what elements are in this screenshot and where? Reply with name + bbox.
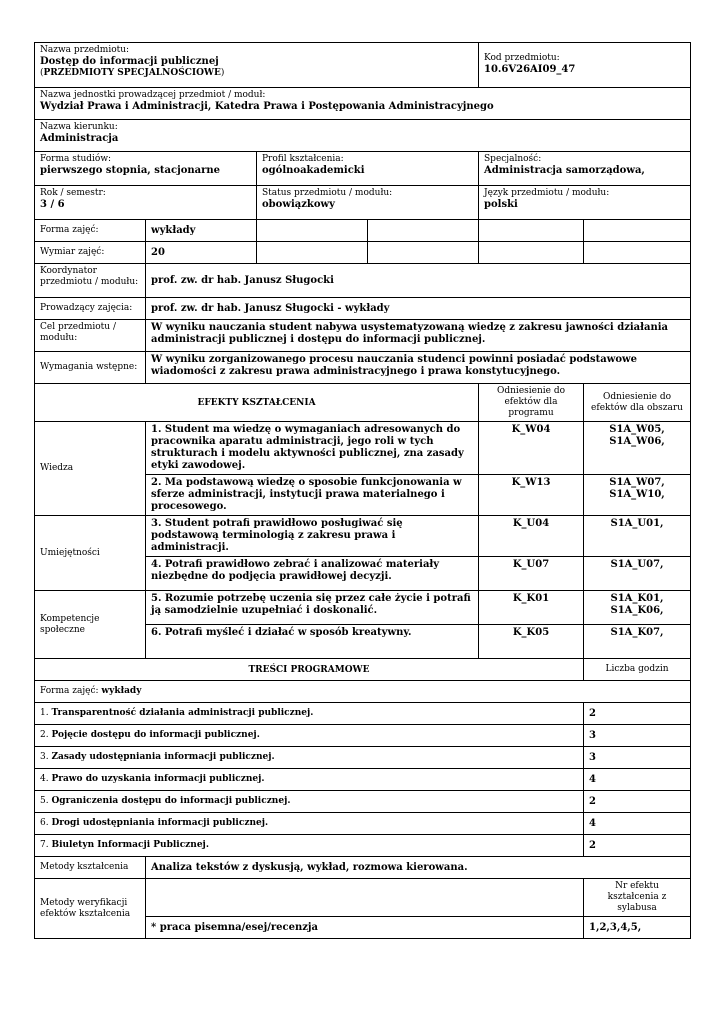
unit-label: Nazwa jednostki prowadzącej przedmiot / moduł: [40, 90, 266, 100]
language-label: Język przedmiotu / modułu: [484, 188, 610, 198]
form-value: pierwszego stopnia, stacjonarne [40, 165, 221, 176]
topic-hours: 2 [584, 835, 691, 857]
syllabus-sheet [34, 42, 690, 939]
unit-value: Wydział Prawa i Administracji, Katedra Prawa i Postępowania Administracyjnego [40, 101, 494, 112]
syllabus-table [34, 42, 691, 939]
effect-area: S1A_K01, S1A_K06, [584, 591, 691, 625]
goal-row [35, 320, 691, 352]
hours-label: Wymiar zajęć: [35, 242, 146, 264]
effect-program: K_U04 [479, 516, 584, 557]
topic-row [35, 725, 691, 747]
topic-hours: 2 [584, 703, 691, 725]
effects-col-area: Odniesienie do efektów dla obszaru [584, 384, 691, 422]
direction-label: Nazwa kierunku: [40, 122, 118, 132]
effects-header-row [35, 384, 691, 422]
direction-value: Administracja [40, 133, 119, 144]
hours-value: 20 [146, 242, 257, 264]
content-title: TREŚCI PROGRAMOWE [35, 659, 584, 681]
language-cell [479, 186, 691, 220]
specialty-cell [479, 152, 691, 186]
topic-number: 7. [40, 840, 49, 850]
class-form-label: Forma zajęć: [35, 220, 146, 242]
content-form-value: wykłady [101, 686, 142, 696]
goal-value: W wyniku nauczania student nabywa usystematyzowaną wiedzę z zakresu jawności działania administracji publicznej i dostępu do informacji publicznej. [146, 320, 691, 352]
content-form-row [35, 681, 691, 703]
topic-hours: 2 [584, 791, 691, 813]
topic-text: Transparentność działania administracji publicznej. [51, 708, 314, 718]
topic-number: 4. [40, 774, 49, 784]
form-label: Forma studiów: [40, 154, 112, 164]
subject-code-label: Kod przedmiotu: [484, 53, 560, 63]
effect-area: S1A_W07, S1A_W10, [584, 475, 691, 516]
effects-title: EFEKTY KSZTAŁCENIA [35, 384, 479, 422]
lecturer-value: prof. zw. dr hab. Janusz Sługocki - wykłady [146, 298, 691, 320]
content-hours-header: Liczba godzin [584, 659, 691, 681]
coordinator-value: prof. zw. dr hab. Janusz Sługocki [146, 264, 691, 298]
effect-program: K_W13 [479, 475, 584, 516]
status-value: obowiązkowy [262, 199, 335, 210]
verification-method: * praca pisemna/esej/recenzja [146, 917, 584, 939]
effect-program: K_K05 [479, 625, 584, 659]
profile-value: ogólnoakademicki [262, 165, 365, 176]
effect-row [35, 591, 691, 625]
effect-area: S1A_W05, S1A_W06, [584, 422, 691, 475]
topic-text: Zasady udostępniania informacji publicznej. [51, 752, 275, 762]
topic-row [35, 747, 691, 769]
year-cell [35, 186, 257, 220]
verification-effects: 1,2,3,4,5, [584, 917, 691, 939]
prereq-value: W wyniku zorganizowanego procesu nauczania studenci powinni posiadać podstawowe wiadomości z zakresu prawa administracyjnego i prawa konstytucyjnego. [146, 352, 691, 384]
topic-number: 5. [40, 796, 49, 806]
effect-group-skills: Umiejętności [35, 516, 146, 591]
content-form-label: Forma zajęć: [40, 686, 99, 696]
effect-program: K_W04 [479, 422, 584, 475]
unit-row [35, 88, 691, 120]
topic-number: 2. [40, 730, 49, 740]
subject-code: 10.6V26AI09_47 [484, 64, 576, 75]
effects-col-program: Odniesienie do efektów dla programu [479, 384, 584, 422]
class-form-value: wykłady [146, 220, 257, 242]
hours-row [35, 242, 691, 264]
prereq-row [35, 352, 691, 384]
topic-row [35, 791, 691, 813]
subject-name: Dostęp do informacji publicznej [40, 56, 219, 67]
topic-row [35, 813, 691, 835]
coordinator-label: Koordynator przedmiotu / modułu: [35, 264, 146, 298]
effect-text: 5. Rozumie potrzebę uczenia się przez całe życie i potrafi ją samodzielnie uzupełniać i doskonalić. [146, 591, 479, 625]
subject-name-label: Nazwa przedmiotu: [40, 45, 130, 55]
language-value: polski [484, 199, 518, 210]
coordinator-row [35, 264, 691, 298]
specialty-value: Administracja samorządowa, [484, 165, 645, 176]
topic-text: Biuletyn Informacji Publicznej. [51, 840, 209, 850]
prereq-label: Wymagania wstępne: [35, 352, 146, 384]
effect-row [35, 422, 691, 475]
topic-number: 3. [40, 752, 49, 762]
form-row [35, 152, 691, 186]
specialty-label: Specjalność: [484, 154, 542, 164]
subject-cell: Nazwa przedmiotu: Dostęp do informacji publicznej (PRZEDMIOTY SPECJALNOŚCIOWE) [35, 43, 479, 88]
direction-cell [35, 120, 691, 152]
year-value: 3 / 6 [40, 199, 65, 210]
subject-code-cell [479, 43, 691, 88]
effect-program: K_K01 [479, 591, 584, 625]
effect-text: 4. Potrafi prawidłowo zebrać i analizować materiały niezbędne do podjęcia prawidłowej decyzji. [146, 557, 479, 591]
subject-category: PRZEDMIOTY SPECJALNOŚCIOWE [43, 68, 221, 78]
topic-text: Pojęcie dostępu do informacji publicznej. [51, 730, 260, 740]
status-label: Status przedmiotu / modułu: [262, 188, 393, 198]
lecturer-label: Prowadzący zajęcia: [35, 298, 146, 320]
form-cell [35, 152, 257, 186]
verification-col-header: Nr efektu kształcenia z sylabusa [584, 879, 691, 917]
effect-area: S1A_U07, [584, 557, 691, 591]
topic-hours: 3 [584, 725, 691, 747]
effect-text: 2. Ma podstawową wiedzę o sposobie funkcjonowania w sferze administracji, instytucji prawa materialnego i procesowego. [146, 475, 479, 516]
effect-group-knowledge: Wiedza [35, 422, 146, 516]
topic-hours: 4 [584, 769, 691, 791]
methods-row [35, 857, 691, 879]
topic-text: Prawo do uzyskania informacji publicznej. [51, 774, 265, 784]
profile-label: Profil kształcenia: [262, 154, 344, 164]
topic-row [35, 769, 691, 791]
subject-row [35, 43, 691, 88]
content-form-cell [35, 681, 691, 703]
topic-hours: 3 [584, 747, 691, 769]
methods-value: Analiza tekstów z dyskusją, wykład, rozmowa kierowana. [146, 857, 691, 879]
methods-label: Metody kształcenia [35, 857, 146, 879]
topic-text: Drogi udostępniania informacji publicznej. [51, 818, 269, 828]
topic-row [35, 703, 691, 725]
effect-program: K_U07 [479, 557, 584, 591]
status-cell [257, 186, 479, 220]
effect-text: 3. Student potrafi prawidłowo posługiwać się podstawową terminologią z zakresu prawa i administracji. [146, 516, 479, 557]
topic-text: Ograniczenia dostępu do informacji publicznej. [51, 796, 291, 806]
verification-header-row [35, 879, 691, 917]
effect-row [35, 516, 691, 557]
year-label: Rok / semestr: [40, 188, 106, 198]
class-form-row [35, 220, 691, 242]
content-header-row [35, 659, 691, 681]
verification-label: Metody weryfikacji efektów kształcenia [35, 879, 146, 939]
topic-row [35, 835, 691, 857]
effect-text: 1. Student ma wiedzę o wymaganiach adresowanych do pracownika aparatu administracji, jego roli w tych strukturach i modelu aktywności publicznej, zna zasady etyki zawodowej. [146, 422, 479, 475]
topic-hours: 4 [584, 813, 691, 835]
unit-cell [35, 88, 691, 120]
effect-text: 6. Potrafi myśleć i działać w sposób kreatywny. [146, 625, 479, 659]
effect-area: S1A_K07, [584, 625, 691, 659]
effect-group-social: Kompetencje społeczne [35, 591, 146, 659]
year-row [35, 186, 691, 220]
direction-row [35, 120, 691, 152]
effect-area: S1A_U01, [584, 516, 691, 557]
profile-cell [257, 152, 479, 186]
lecturer-row [35, 298, 691, 320]
goal-label: Cel przedmiotu / modułu: [35, 320, 146, 352]
topic-number: 1. [40, 708, 49, 718]
topic-number: 6. [40, 818, 49, 828]
